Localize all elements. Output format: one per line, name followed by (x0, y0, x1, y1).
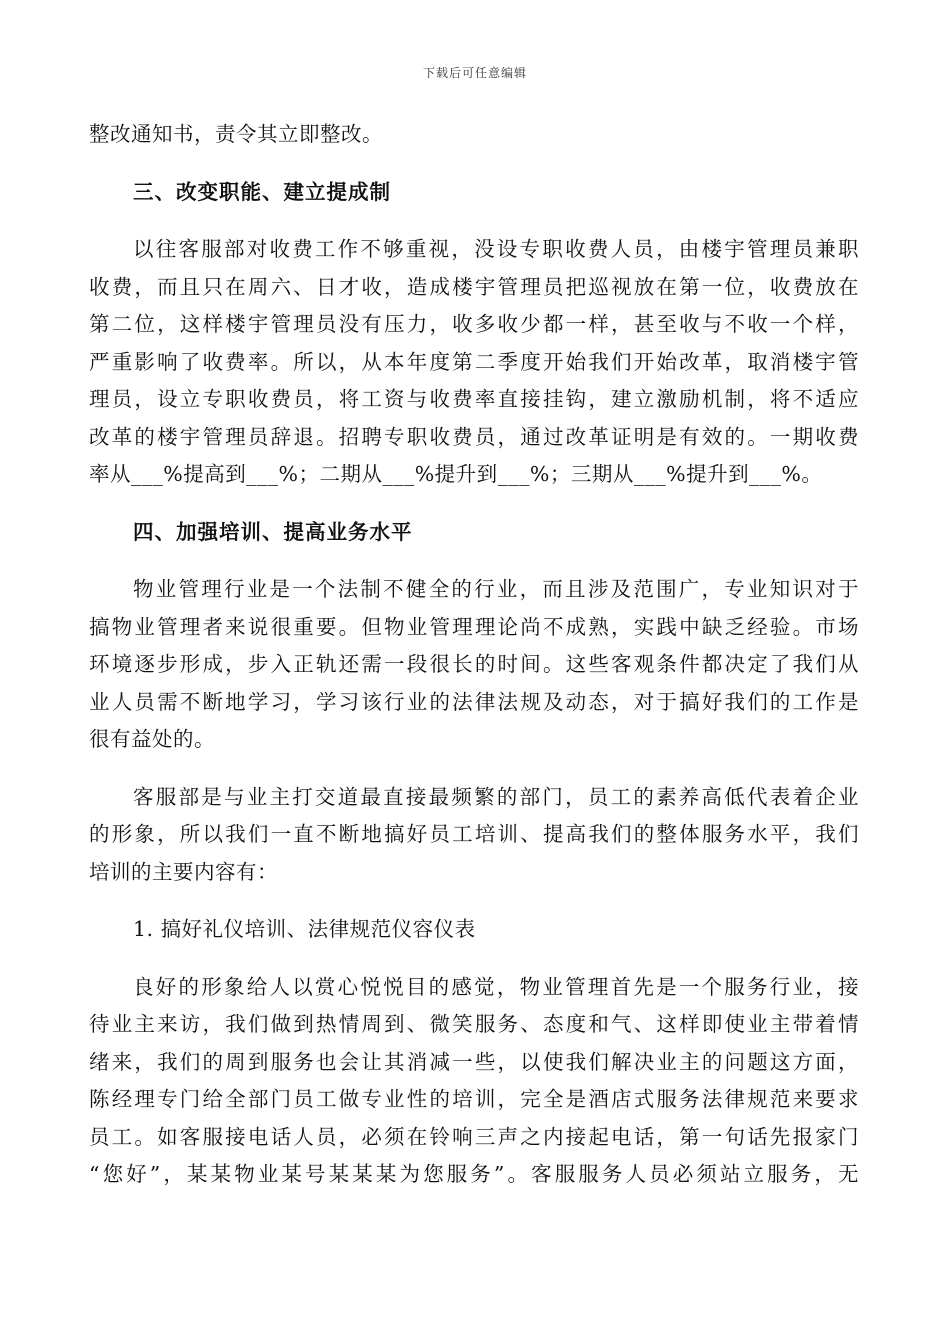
section-heading-4: 四、加强培训、提高业务水平 (133, 519, 413, 544)
subsection-heading-1: 1. 搞好礼仪培训、法律规范仪容仪表 (133, 917, 476, 941)
paragraph-line: 的形象，所以我们一直不断地搞好员工培训、提高我们的整体服务水平，我们 (89, 822, 859, 846)
paragraph-line: 物业管理行业是一个法制不健全的行业，而且涉及范围广，专业知识对于 (133, 577, 859, 601)
paragraph-line: 良好的形象给人以赏心悦悦目的感觉，物业管理首先是一个服务行业，接 (133, 974, 859, 999)
paragraph-line: 改革的楼宇管理员辞退。招聘专职收费员，通过改革证明是有效的。一期收费 (89, 424, 859, 449)
paragraph-line: 搞物业管理者来说很重要。但物业管理理论尚不成熟，实践中缺乏经验。市场 (89, 614, 859, 639)
paragraph-line: 环境逐步形成，步入正轨还需一段很长的时间。这些客观条件都决定了我们从 (89, 652, 859, 676)
paragraph-line: 很有益处的。 (89, 727, 215, 751)
paragraph-line: 绪来，我们的周到服务也会让其消减一些，以使我们解决业主的问题这方面， (89, 1049, 859, 1074)
paragraph-line: 以往客服部对收费工作不够重视，没设专职收费人员，由楼宇管理员兼职 (133, 237, 859, 261)
paragraph-line: 率从___%提高到___%；二期从___%提升到___%；三期从___%提升到___%。 (89, 462, 823, 486)
paragraph-line: 待业主来访，我们做到热情周到、微笑服务、态度和气、这样即使业主带着情 (89, 1012, 859, 1036)
paragraph-line: 第二位，这样楼宇管理员没有压力，收多收少都一样，甚至收与不收一个样， (89, 312, 859, 336)
paragraph-line: 整改通知书，责令其立即整改。 (89, 122, 383, 146)
paragraph-line: 理员，设立专职收费员，将工资与收费率直接挂钩，建立激励机制，将不适应 (89, 387, 859, 411)
page-header: 下载后可任意编辑 (422, 66, 527, 80)
paragraph-line: 严重影响了收费率。所以，从本年度第二季度开始我们开始改革，取消楼宇管 (89, 349, 859, 374)
paragraph-line: 陈经理专门给全部门员工做专业性的培训，完全是酒店式服务法律规范来要求 (89, 1087, 859, 1111)
section-heading-3: 三、改变职能、建立提成制 (133, 179, 391, 204)
paragraph-line: 业人员需不断地学习，学习该行业的法律法规及动态，对于搞好我们的工作是 (89, 689, 859, 714)
paragraph-line: 培训的主要内容有： (89, 859, 278, 884)
paragraph-line: 员工。如客服接电话人员，必须在铃响三声之内接起电话，第一句话先报家门 (89, 1124, 859, 1149)
document-body (89, 116, 859, 1194)
paragraph-line: 收费，而且只在周六、日才收，造成楼宇管理员把巡视放在第一位，收费放在 (89, 274, 859, 299)
paragraph-line: “您好”，某某物业某号某某某为您服务”。客服服务人员必须站立服务，无 (89, 1162, 859, 1186)
paragraph-line: 客服部是与业主打交道最直接最频繁的部门，员工的素养高低代表着企业 (133, 784, 859, 809)
